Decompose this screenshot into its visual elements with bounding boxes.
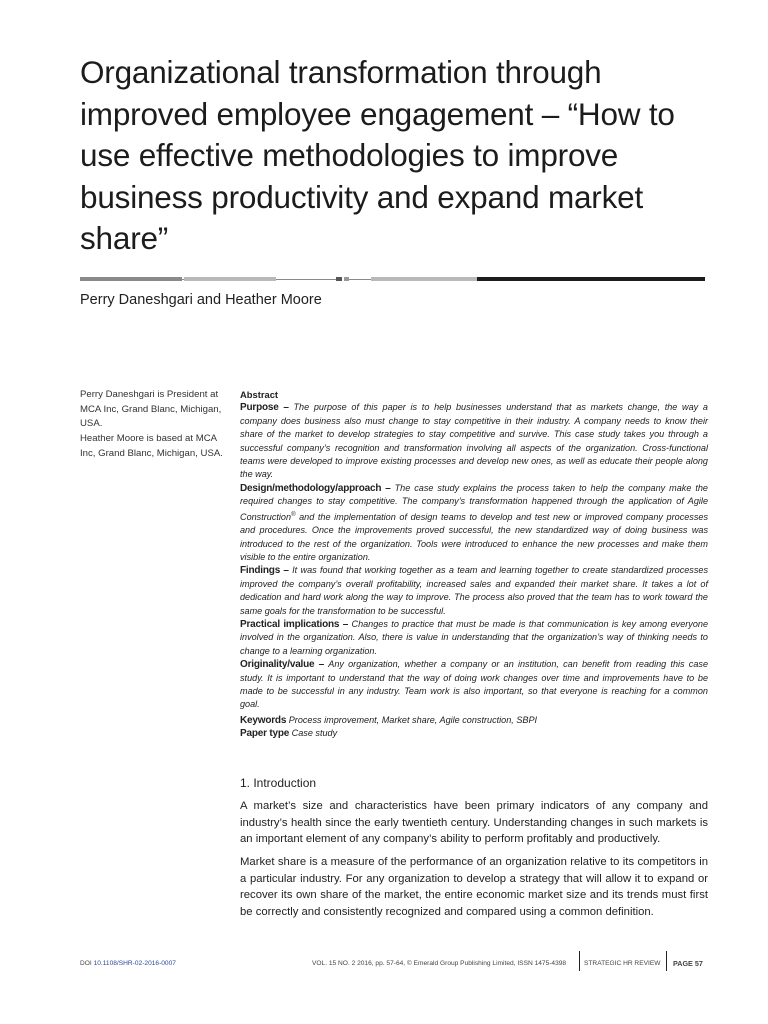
abstract-paper-type — [240, 727, 708, 740]
paper-type-label: Paper type — [240, 728, 290, 740]
body-paragraph: A market’s size and characteristics have been primary indicators of any company and industry’s health since the early twentieth century. Understanding changes in such markets is an important element of any company’s ability to perform profitably and productively. — [240, 800, 708, 845]
findings-text: It was found that working together as a team and learning together to create standardized processes improved the company’s overall profitability, increased sales and expanded their market share. It takes a lot of dedication and hard work along the way to improve. The process also proved that the team has to work toward the same goals for the transformation to be successful. — [240, 565, 708, 616]
rule-segment — [371, 277, 477, 281]
abstract-originality — [240, 658, 708, 712]
rule-segment — [336, 277, 342, 281]
body-paragraph: Market share is a measure of the performance of an organization relative to its competitors in a particular industry. For any organization to develop a strategy that will allow it to expand or recover its own share of the market, the entire economic market size and its trends must first be correctly and consistently recognized and compared using a common definition. — [240, 856, 708, 918]
page-footer — [0, 957, 768, 971]
abstract-section — [240, 388, 708, 741]
registered-mark: ® — [291, 511, 296, 518]
practical-label: Practical implications – — [240, 618, 349, 630]
design-text-part: and the implementation of design teams to develop and test new or improved company processes and procedures. Once the improvements proved successful, the new standardized way of doing business was introduced to the rest of the organization. Tools were introduced to enhance the new processes and make them visible to the entire organization. — [240, 511, 708, 562]
paper-title: Organizational transformation through improved employee engagement – “How to use effective methodologies to improve business productivity and expand market share” — [80, 54, 675, 256]
practical-text: Changes to practice that must be made is that communication is key among everyone involved in the organization. Also, there is value in understanding that the organization’s way of thinking needs to change to a learning organization. — [240, 618, 709, 656]
affiliation-text: Heather Moore is based at MCA Inc, Grand Blanc, Michigan, USA. — [80, 433, 223, 459]
author-affiliations — [80, 388, 230, 462]
doi — [80, 960, 176, 967]
footer-divider — [666, 951, 667, 971]
rule-segment — [349, 279, 371, 280]
volume-info: VOL. 15 NO. 2 2016, pp. 57-64, © Emerald Group Publishing Limited, ISSN 1475-4398 — [312, 960, 567, 967]
rule-segment — [80, 277, 182, 281]
author-list: Perry Daneshgari and Heather Moore — [80, 292, 322, 308]
abstract-keywords — [240, 714, 708, 727]
originality-text: Any organization, whether a company or an institution, can benefit from reading this case study. It is important to understand that the way of doing work changes over time and improvements have to be made to be successful in any industry. Team work is also important, so that everyone is reaching for a common goal. — [240, 659, 709, 710]
keywords-text: Process improvement, Market share, Agile construction, SBPI — [288, 714, 538, 725]
rule-segment — [477, 277, 705, 281]
abstract-purpose — [240, 401, 708, 481]
journal-name: STRATEGIC HR REVIEW — [584, 960, 661, 967]
paper-type-text: Case study — [291, 728, 338, 739]
doi-label: DOI — [80, 960, 92, 967]
originality-label: Originality/value – — [240, 659, 325, 671]
abstract-heading: Abstract — [240, 389, 279, 400]
design-text — [240, 483, 708, 562]
affiliation-text: Perry Daneshgari is President at MCA Inc, Grand Blanc, Michigan, USA. — [80, 389, 222, 430]
rule-segment — [276, 279, 336, 280]
findings-label: Findings – — [240, 565, 289, 577]
footer-divider — [579, 951, 580, 971]
page-number: PAGE 57 — [673, 959, 703, 968]
section-heading: 1. Introduction — [240, 776, 317, 790]
design-text-part: The case study explains the process taken to help the company make the required changes to stay competitive. The company’s transformation happened through the application of Agile Construction — [240, 482, 708, 522]
purpose-text: The purpose of this paper is to help businesses understand that as markets change, the way a company does business also must change to stay competitive in their industry. A company needs to know their share of the market to develop strategies to stay competitive and survive. This case study takes you through a successful company’s recognition and transformation involving all aspects of the organization. Cross-functional teams were developed to improve existing processes and develop new ones, as well as educate their people along the way. — [240, 402, 708, 480]
keywords-label: Keywords — [240, 714, 287, 726]
purpose-label: Purpose – — [240, 402, 289, 414]
doi-link[interactable]: 10.1108/SHR-02-2016-0007 — [93, 960, 176, 967]
abstract-design — [240, 482, 708, 564]
rule-segment — [184, 277, 276, 281]
abstract-findings — [240, 564, 708, 618]
abstract-practical — [240, 618, 708, 658]
design-label: Design/methodology/approach – — [240, 482, 391, 494]
